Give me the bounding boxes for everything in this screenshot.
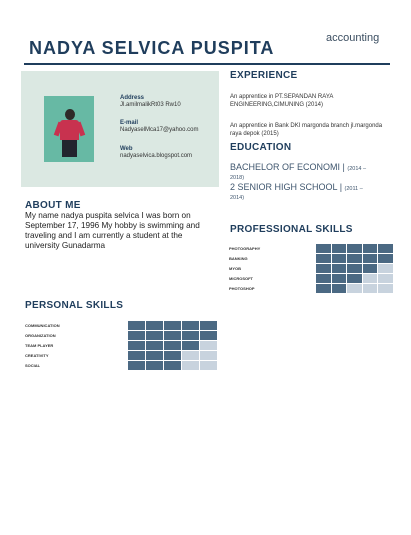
skill-meter — [128, 351, 217, 360]
skill-label: ORGANIZATION — [25, 333, 56, 338]
skill-label: SOCIAL — [25, 363, 41, 368]
skill-meter-cell — [378, 284, 393, 293]
professional-skills-heading: PROFESSIONAL SKILLS — [230, 224, 353, 235]
education-years: (2014 – — [347, 166, 367, 172]
skill-meter-cell — [332, 274, 347, 283]
skill-label: MICROSOFT — [229, 276, 253, 281]
skill-label: PHOTOGRAPHY — [229, 246, 261, 251]
skill-meter — [316, 244, 393, 253]
skill-meter-cell — [347, 264, 362, 273]
skill-meter-cell — [164, 331, 181, 340]
experience-heading: EXPERIENCE — [230, 70, 298, 81]
education-title: 2 SENIOR HIGH SCHOOL | — [230, 182, 343, 192]
skill-meter — [316, 284, 393, 293]
skill-meter-cell — [378, 274, 393, 283]
skill-meter-cell — [347, 284, 362, 293]
education-title: BACHELOR OF ECONOMI | — [230, 162, 345, 172]
skill-meter-cell — [182, 351, 199, 360]
skill-meter-cell — [200, 321, 217, 330]
education-years-end: 2018) — [230, 175, 245, 181]
skill-meter-cell — [363, 264, 378, 273]
skill-meter-cell — [146, 331, 163, 340]
skill-meter-cell — [347, 244, 362, 253]
skill-meter-cell — [164, 351, 181, 360]
skill-meter-cell — [182, 321, 199, 330]
skill-meter-cell — [363, 254, 378, 263]
skill-meter — [128, 331, 217, 340]
skill-meter-cell — [378, 264, 393, 273]
skill-meter-cell — [363, 274, 378, 283]
skill-meter-cell — [146, 361, 163, 370]
address-value: Jl.amilmalikRt03 Rw10 — [120, 102, 181, 108]
education-item — [230, 162, 366, 172]
education-heading: EDUCATION — [230, 142, 292, 153]
skill-meter-cell — [146, 351, 163, 360]
skill-meter-cell — [200, 361, 217, 370]
address-label: Address — [120, 95, 145, 101]
skill-label: TEAM PLAYER — [25, 343, 54, 348]
skill-meter-cell — [316, 264, 331, 273]
skill-meter-cell — [316, 284, 331, 293]
skill-meter-cell — [128, 351, 145, 360]
skill-meter — [316, 274, 393, 283]
education-years: (2011 – — [344, 186, 363, 192]
experience-item: An apprentice in Bank DKI margonda branch jl.margonda raya depok (2015) — [230, 123, 383, 137]
skill-meter-cell — [164, 321, 181, 330]
skill-label: MYOB — [229, 266, 241, 271]
skill-meter-cell — [363, 244, 378, 253]
skill-meter-cell — [200, 351, 217, 360]
skill-meter-cell — [332, 254, 347, 263]
about-heading: ABOUT ME — [25, 200, 81, 211]
skill-meter-cell — [128, 321, 145, 330]
skill-meter-cell — [164, 361, 181, 370]
personal-skills-heading: PERSONAL SKILLS — [25, 300, 124, 311]
skill-meter — [128, 341, 217, 350]
skill-meter-cell — [128, 361, 145, 370]
education-years-end: 2014) — [230, 195, 245, 201]
skill-meter-cell — [182, 361, 199, 370]
about-text: My name nadya puspita selvica I was born on September 17, 1996 My hobby is swimming and traveling and I am currently a student at the university Gunadarma — [25, 211, 200, 250]
skill-meter-cell — [347, 274, 362, 283]
skill-meter-cell — [200, 331, 217, 340]
skill-meter-cell — [347, 254, 362, 263]
skill-meter — [128, 361, 217, 370]
profile-photo — [44, 96, 94, 162]
skill-meter-cell — [332, 264, 347, 273]
candidate-name: NADYA SELVICA PUSPITA — [29, 38, 275, 58]
email-value: NadyaselMca17@yahoo.com — [120, 127, 199, 133]
skill-meter-cell — [182, 331, 199, 340]
skill-meter-cell — [316, 274, 331, 283]
skill-label: BANKING — [229, 256, 248, 261]
skill-meter-cell — [182, 341, 199, 350]
skill-meter-cell — [164, 341, 181, 350]
web-value: nadyaselvica.blogspot.com — [120, 153, 193, 159]
skill-meter-cell — [378, 244, 393, 253]
skill-meter-cell — [146, 341, 163, 350]
skill-meter — [316, 254, 393, 263]
skill-meter-cell — [200, 341, 217, 350]
skill-meter-cell — [128, 331, 145, 340]
job-title: accounting — [326, 32, 380, 44]
education-item — [230, 182, 363, 192]
skill-meter-cell — [128, 341, 145, 350]
skill-meter-cell — [146, 321, 163, 330]
skill-label: CREATIVITY — [25, 353, 49, 358]
skill-meter-cell — [316, 254, 331, 263]
web-label: Web — [120, 146, 133, 152]
experience-item: An apprentice in PT.SEPANDAN RAYA ENGINEERING,CIMUNING (2014) — [230, 94, 334, 108]
email-label: E-mail — [120, 120, 139, 126]
skill-meter-cell — [378, 254, 393, 263]
skill-meter-cell — [316, 244, 331, 253]
header-divider — [24, 63, 390, 65]
skill-meter — [316, 264, 393, 273]
skill-meter-cell — [332, 284, 347, 293]
skill-label: COMMUNICATION — [25, 323, 60, 328]
skill-meter — [128, 321, 217, 330]
skill-meter-cell — [363, 284, 378, 293]
skill-label: PHOTOSHOP — [229, 286, 255, 291]
skill-meter-cell — [332, 244, 347, 253]
